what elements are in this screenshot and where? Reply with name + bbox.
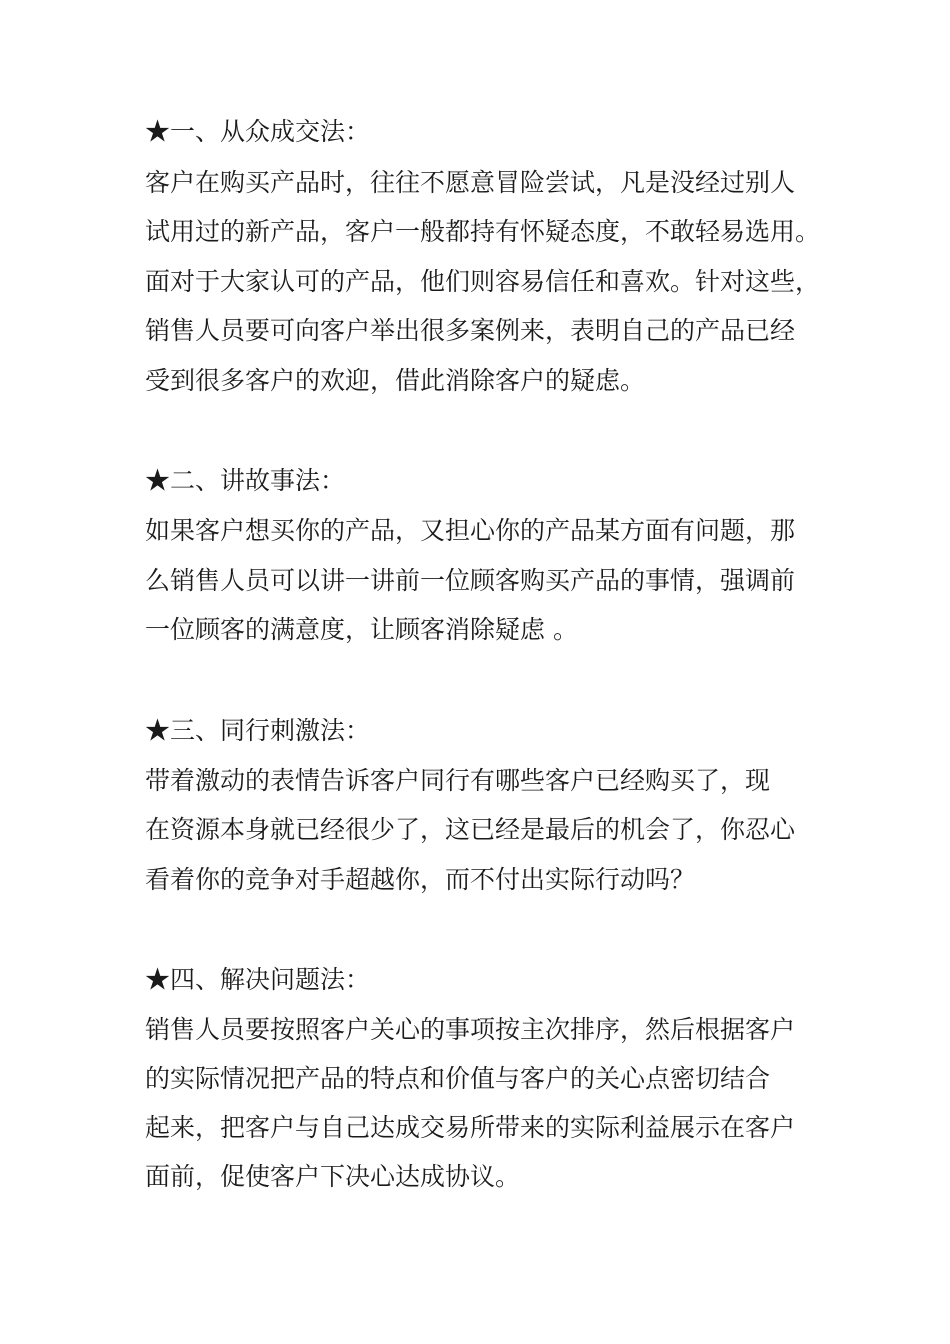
section-4-line-1: 销售人员要按照客户关心的事项按主次排序，然后根据客户 — [145, 1015, 796, 1044]
section-4-line-2: 的实际情况把产品的特点和价值与客户的关心点密切结合 — [145, 1064, 771, 1093]
section-3-line-2: 在资源本身就已经很少了，这已经是最后的机会了，你忍心 — [145, 815, 796, 844]
section-1-line-3: 面对于大家认可的产品，他们则容易信任和喜欢。针对这些， — [145, 267, 821, 296]
section-2-line-1: 如果客户想买你的产品，又担心你的产品某方面有问题，那 — [145, 516, 796, 545]
section-4-heading: ★四、解决问题法： — [145, 965, 371, 994]
section-1-line-1: 客户在购买产品时，往往不愿意冒险尝试，凡是没经过别人 — [145, 168, 796, 197]
section-4-line-3: 起来，把客户与自己达成交易所带来的实际利益展示在客户 — [145, 1113, 796, 1142]
section-1-line-4: 销售人员要可向客户举出很多案例来，表明自己的产品已经 — [145, 316, 796, 345]
section-2-heading: ★二、讲故事法： — [145, 466, 346, 495]
section-1-line-2: 试用过的新产品，客户一般都持有怀疑态度，不敢轻易选用。 — [145, 217, 821, 246]
section-3-line-3: 看着你的竞争对手超越你，而不付出实际行动吗？ — [145, 865, 696, 894]
section-3-heading: ★三、同行刺激法： — [145, 716, 371, 745]
section-3-line-1: 带着激动的表情告诉客户同行有哪些客户已经购买了，现 — [145, 766, 771, 795]
section-4-line-4: 面前，促使客户下决心达成协议。 — [145, 1162, 521, 1191]
section-2-line-2: 么销售人员可以讲一讲前一位顾客购买产品的事情，强调前 — [145, 566, 796, 595]
section-2-line-3: 一位顾客的满意度，让顾客消除疑虑 。 — [145, 615, 578, 644]
section-1-heading: ★一、从众成交法： — [145, 117, 371, 146]
section-1-line-5: 受到很多客户的欢迎，借此消除客户的疑虑。 — [145, 366, 646, 395]
